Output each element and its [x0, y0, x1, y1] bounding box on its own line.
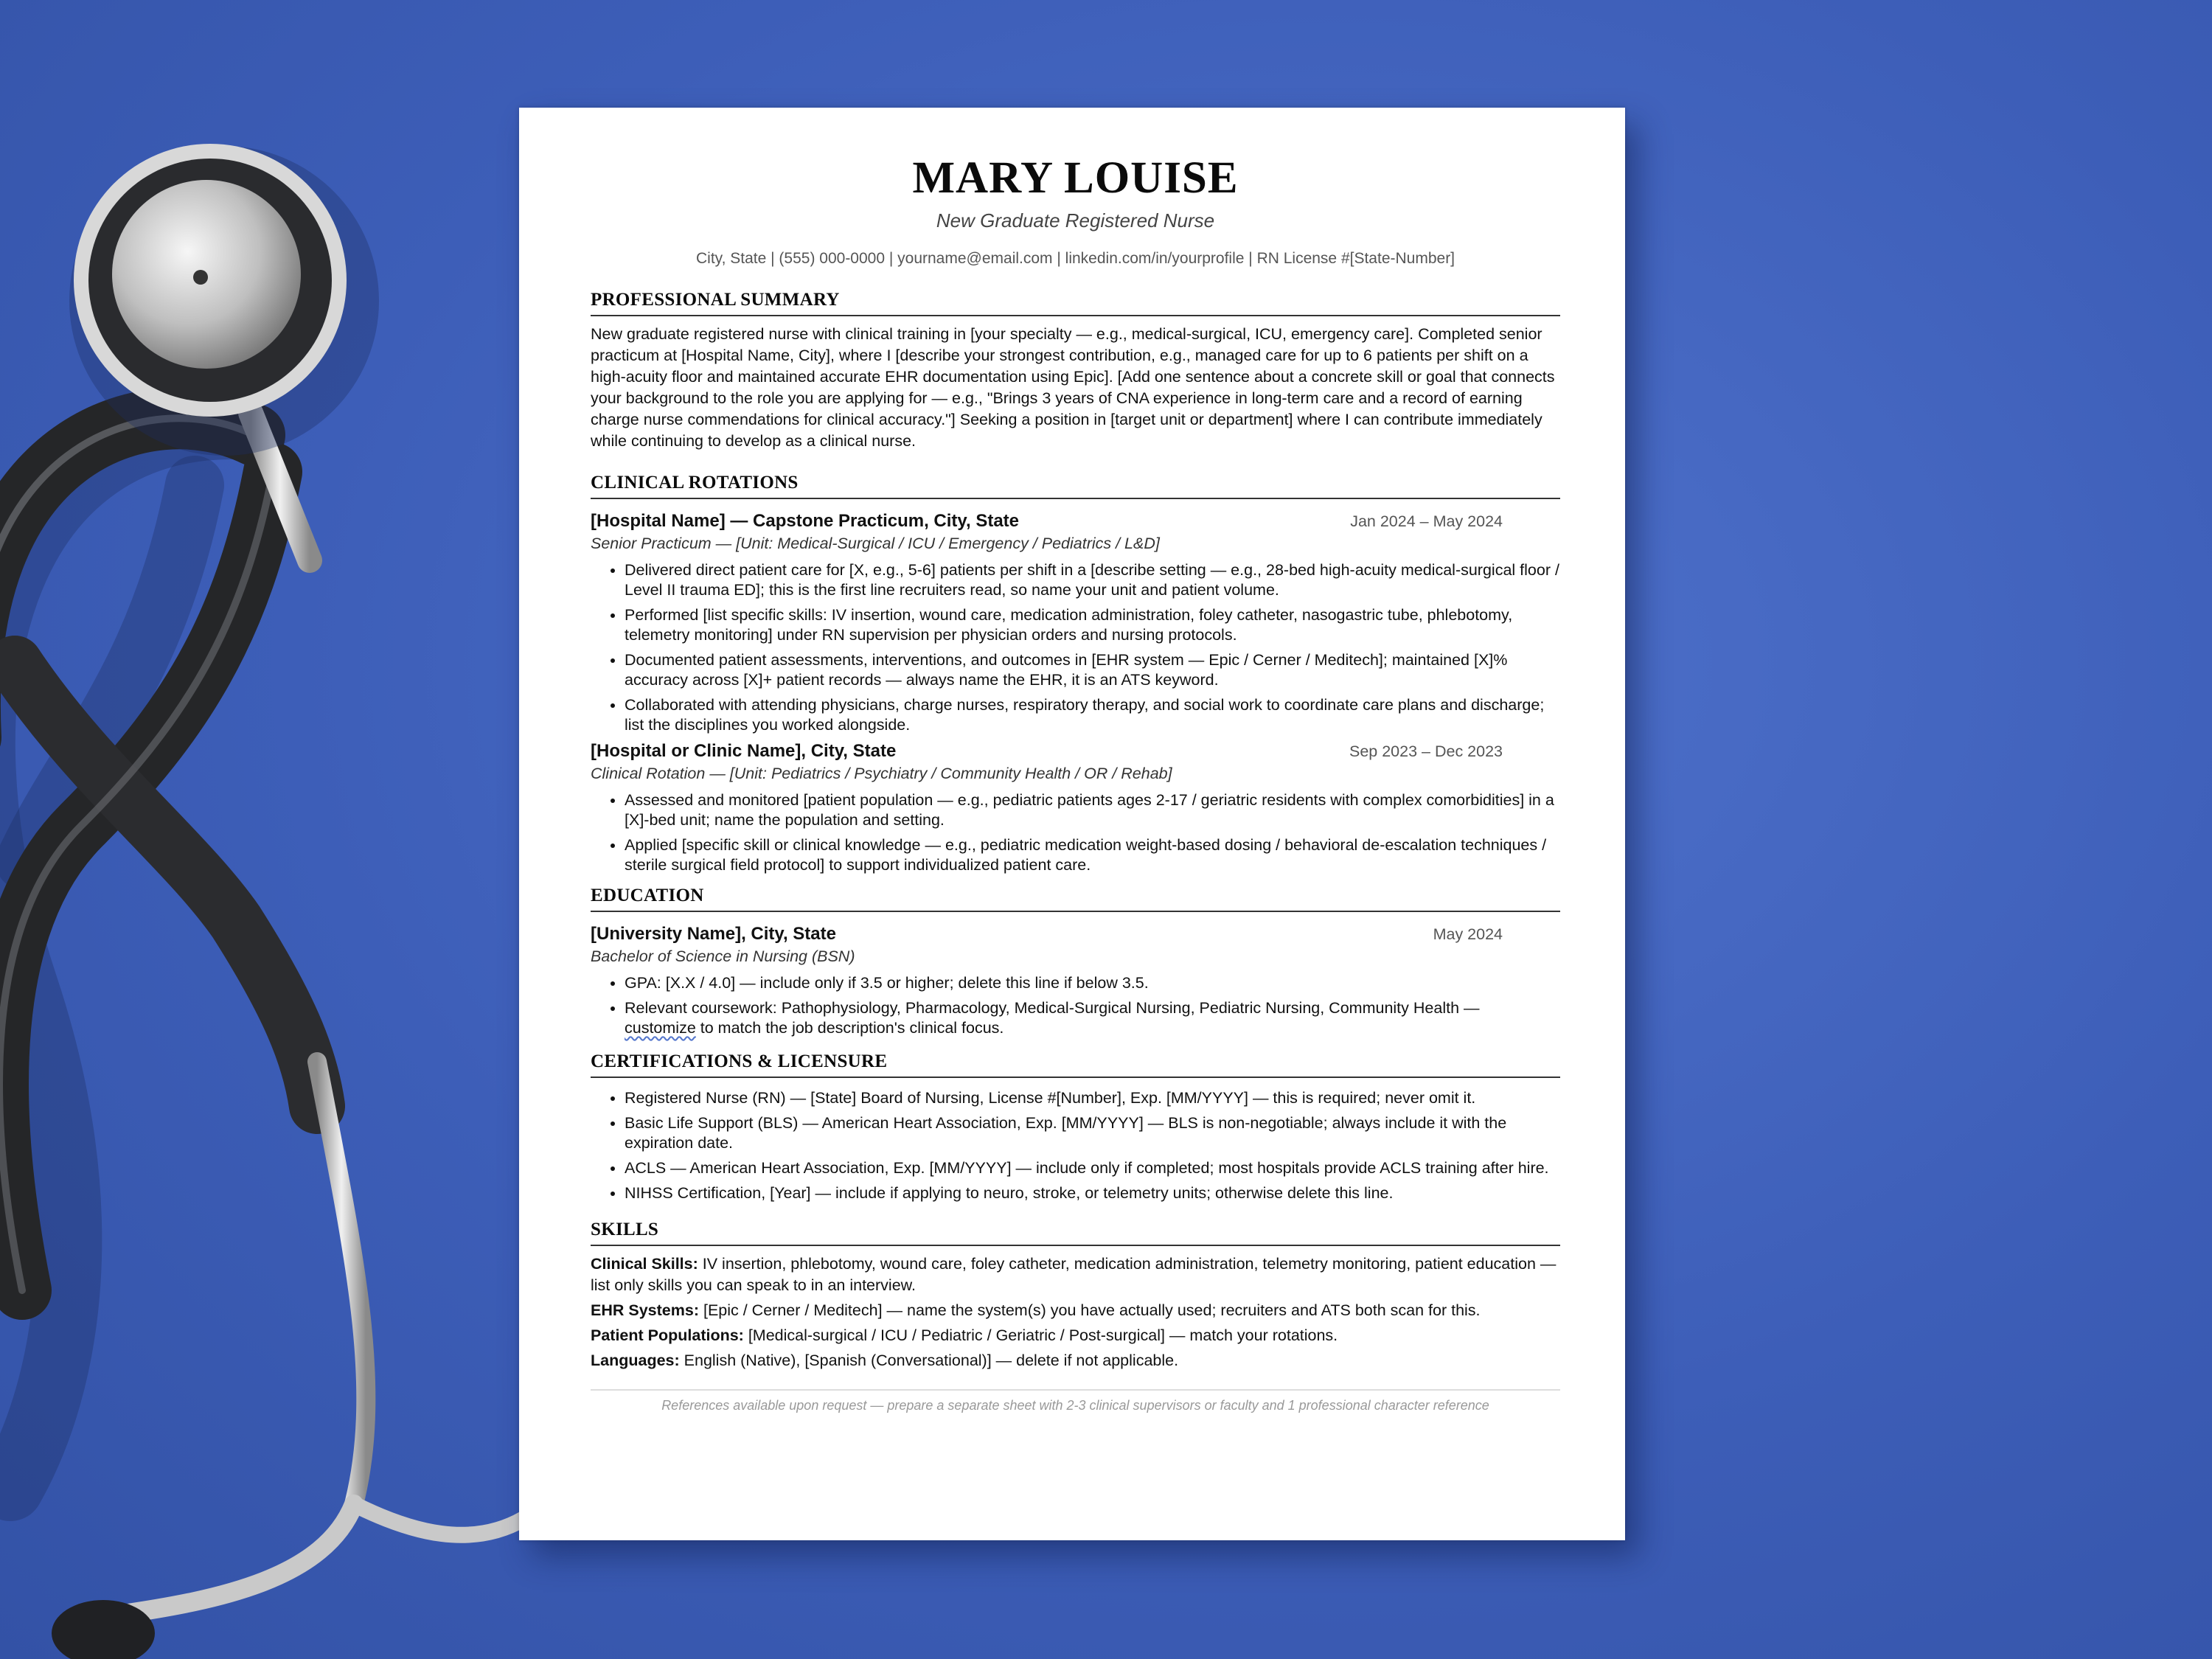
- rotation-bullet: • Delivered direct patient care for [X, e.g., 5-6] patients per shift in a [describe setting — e.g., 28-bed high-acuity medical-surgical floor / Level II trauma ED]; this is the first line recruiters read, so name your unit and patient volume.: [625, 560, 1560, 600]
- skill-row: [591, 1253, 1560, 1296]
- education-coursework: [625, 998, 1560, 1038]
- section-heading-education: EDUCATION: [591, 886, 1560, 912]
- education-degree: Bachelor of Science in Nursing (BSN): [591, 947, 855, 966]
- skill-value: [Medical-surgical / ICU / Pediatric / Geriatric / Post-surgical] — match your rotations.: [748, 1326, 1338, 1345]
- rotation-subtitle: Clinical Rotation — [Unit: Pediatrics / Psychiatry / Community Health / OR / Rehab]: [591, 765, 1172, 783]
- section-heading-certifications: CERTIFICATIONS & LICENSURE: [591, 1051, 1560, 1078]
- resume-page: [519, 108, 1625, 1540]
- coursework-text-end: to match the job description's clinical focus.: [700, 1019, 1004, 1037]
- rotation-name: [Hospital or Clinic Name], City, State: [591, 741, 897, 762]
- rotation-entry: [591, 741, 1560, 875]
- resume-title: New Graduate Registered Nurse: [936, 209, 1215, 232]
- spellcheck-word: customize: [625, 1019, 696, 1037]
- rotation-name: [Hospital Name] — Capstone Practicum, City, State: [591, 511, 1020, 532]
- skill-row: [591, 1300, 1560, 1321]
- skill-label: EHR Systems:: [591, 1301, 699, 1320]
- section-heading-rotations: CLINICAL ROTATIONS: [591, 473, 1560, 499]
- certification-item: • Basic Life Support (BLS) — American Heart Association, Exp. [MM/YYYY] — BLS is non-negotiable; always include it with the expiration date.: [625, 1113, 1560, 1153]
- certification-item: • NIHSS Certification, [Year] — include if applying to neuro, stroke, or telemetry units; otherwise delete this line.: [625, 1183, 1560, 1203]
- rotation-subtitle: Senior Practicum — [Unit: Medical-Surgical / ICU / Emergency / Pediatrics / L&D]: [591, 535, 1160, 553]
- skill-value: IV insertion, phlebotomy, wound care, foley catheter, medication administration, telemetry monitoring, patient education — list only skills you can speak to in an interview.: [591, 1255, 1557, 1295]
- references-footer: References available upon request — prepare a separate sheet with 2-3 clinical supervisors or faculty and 1 professional character reference: [591, 1389, 1560, 1413]
- education-entry: [591, 924, 1560, 1038]
- rotation-bullet: • Assessed and monitored [patient population — e.g., pediatric patients ages 2-17 / geriatric residents with complex comorbidities] in a [X]-bed unit; name the population and setting.: [625, 790, 1560, 830]
- skill-value: [Epic / Cerner / Meditech] — name the system(s) you have actually used; recruiters and ATS both scan for this.: [703, 1301, 1481, 1320]
- skills-list: [591, 1253, 1560, 1371]
- rotation-bullet: • Documented patient assessments, interventions, and outcomes in [EHR system — Epic / Cerner / Meditech]; maintained [X]% accuracy across [X]+ patient records — always name the EHR, it is an ATS keyword.: [625, 650, 1560, 690]
- certification-item: • ACLS — American Heart Association, Exp. [MM/YYYY] — include only if completed; most hospitals provide ACLS training after hire.: [625, 1158, 1560, 1178]
- rotation-bullet: • Collaborated with attending physicians, charge nurses, respiratory therapy, and social work to coordinate care plans and discharge; list the disciplines you worked alongside.: [625, 695, 1560, 735]
- rotation-bullet: • Applied [specific skill or clinical knowledge — e.g., pediatric medication weight-based dosing / behavioral de-escalation techniques / sterile surgical field protocol] to support individualized patient care.: [625, 835, 1560, 875]
- section-heading-skills: SKILLS: [591, 1220, 1560, 1246]
- skill-row: [591, 1325, 1560, 1346]
- skill-label: Clinical Skills:: [591, 1255, 698, 1273]
- education-gpa: • GPA: [X.X / 4.0] — include only if 3.5 or higher; delete this line if below 3.5.: [625, 973, 1560, 993]
- skill-row: [591, 1350, 1560, 1371]
- education-school: [University Name], City, State: [591, 924, 836, 945]
- rotation-date: Jan 2024 – May 2024: [1350, 512, 1503, 531]
- rotation-bullet: • Performed [list specific skills: IV insertion, wound care, medication administration, foley catheter, nasogastric tube, phlebotomy, telemetry monitoring] under RN supervision per physician orders and nursing protocols.: [625, 605, 1560, 645]
- coursework-text: Relevant coursework: Pathophysiology, Pharmacology, Medical-Surgical Nursing, Pediatric Nursing, Community Health —: [625, 999, 1480, 1018]
- certification-item: • Registered Nurse (RN) — [State] Board of Nursing, License #[Number], Exp. [MM/YYYY] — this is required; never omit it.: [625, 1088, 1560, 1108]
- skill-label: Patient Populations:: [591, 1326, 744, 1345]
- rotation-date: Sep 2023 – Dec 2023: [1349, 742, 1503, 761]
- rotation-entry: [591, 511, 1560, 735]
- skill-value: English (Native), [Spanish (Conversational)] — delete if not applicable.: [684, 1352, 1179, 1370]
- skill-label: Languages:: [591, 1352, 680, 1370]
- education-date: May 2024: [1433, 925, 1503, 944]
- summary-text: New graduate registered nurse with clinical training in [your specialty — e.g., medical-surgical, ICU, emergency care]. Completed senior practicum at [Hospital Name, City], where I [describe your strongest contribution, e.g., managed care for up to 6 patients per shift on a high-acuity floor and maintained accurate EHR documentation using Epic]. [Add one sentence about a concrete skill or goal that connects your background to the role you are applying for — e.g., "Brings 3 years of CNA experience in long-term care and a record of earning charge nurse commendations for clinical accuracy."] Seeking a position in [target unit or department] where I can contribute immediately while continuing to develop as a clinical nurse.: [591, 325, 1555, 451]
- section-heading-summary: PROFESSIONAL SUMMARY: [591, 290, 1560, 316]
- contact-line: City, State | (555) 000-0000 | yourname@email.com | linkedin.com/in/yourprofile | RN License #[State-Number]: [695, 250, 1455, 268]
- resume-name: MARY LOUISE: [912, 153, 1239, 203]
